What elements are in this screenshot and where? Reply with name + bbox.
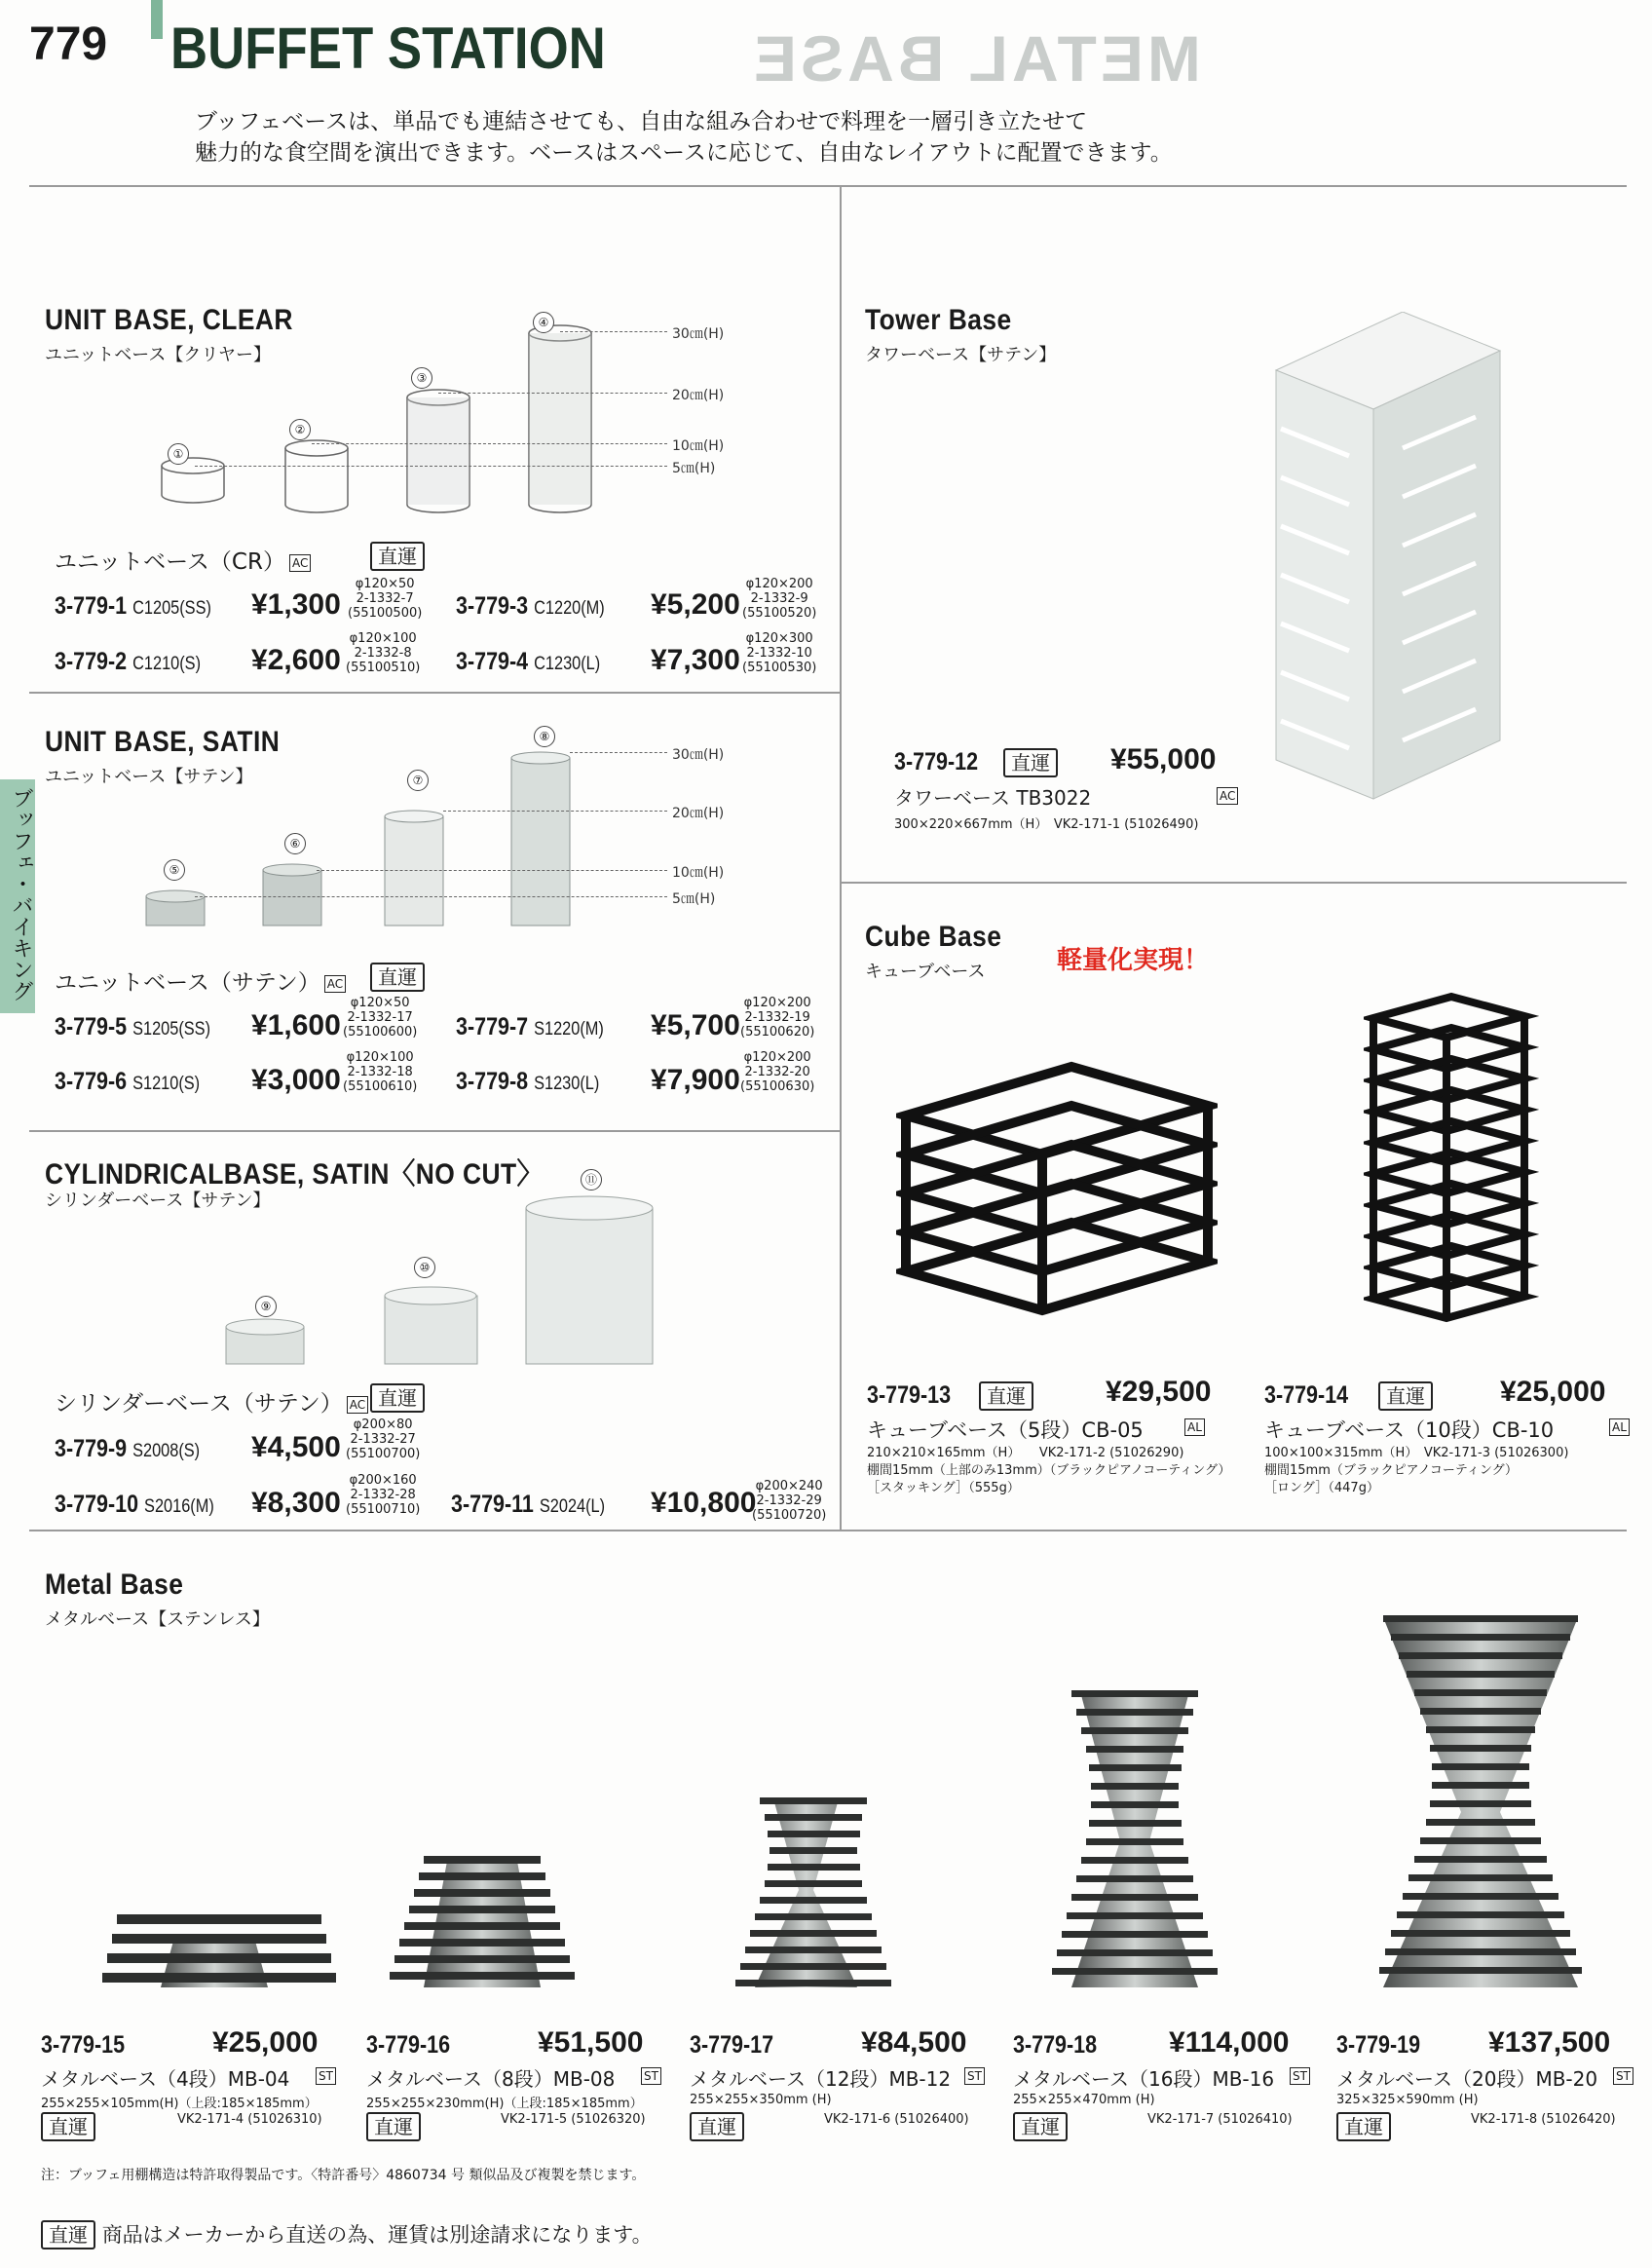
- material-badge-ac: AC: [289, 554, 311, 572]
- height-label-30: 30㎝(H): [672, 747, 725, 763]
- material-badge-st: ST: [641, 2067, 661, 2085]
- cylinder-subtitle: シリンダーベース【サテン】: [45, 1191, 271, 1211]
- metal-name: メタルベース（20段）MB-20: [1336, 2067, 1598, 2091]
- metal-vk: VK2-171-6 (51026400): [824, 2112, 969, 2127]
- direct-ship-badge: 直運: [1003, 748, 1058, 777]
- marker-11: ⑪: [581, 1169, 602, 1191]
- unit-satin-title: UNIT BASE, SATIN: [45, 726, 281, 758]
- unit-satin-illustration: [136, 740, 623, 935]
- marker-4: ④: [533, 312, 554, 333]
- unit-clear-subtitle: ユニットベース【クリヤー】: [45, 345, 272, 365]
- item-code: 3-779-3 C1220(M): [456, 592, 605, 620]
- item-spec: φ200×80 2-1332-27 (55100700): [346, 1418, 421, 1461]
- cube-5-spec: ［スタッキング］（555g）: [867, 1481, 1020, 1495]
- marker-7: ⑦: [407, 770, 429, 791]
- metal-vk: VK2-171-4 (51026310): [177, 2112, 322, 2127]
- direct-ship-badge: 直運: [370, 963, 425, 992]
- item-price: ¥5,700: [651, 1009, 740, 1041]
- material-badge-st: ST: [964, 2067, 985, 2085]
- cube-10-price: ¥25,000: [1500, 1376, 1606, 1408]
- item-spec: φ200×160 2-1332-28 (55100710): [346, 1473, 421, 1517]
- unit-satin-product-name: [55, 964, 346, 997]
- cylinder-title: CYLINDRICALBASE, SATIN〈NO CUT〉: [45, 1158, 544, 1191]
- height-guide-10: [317, 870, 667, 871]
- metal-title: Metal Base: [45, 1569, 184, 1601]
- cube-10-spec: 100×100×315mm（H） VK2-171-3 (51026300): [1264, 1446, 1569, 1460]
- direct-ship-badge: 直運: [366, 2112, 421, 2141]
- direct-ship-badge: 直運: [1013, 2112, 1068, 2141]
- item-code: 3-779-7 S1220(M): [456, 1013, 604, 1040]
- direct-ship-badge: 直運: [979, 1381, 1033, 1411]
- metal-vk: VK2-171-7 (51026410): [1147, 2112, 1293, 2127]
- height-guide-5: [195, 896, 667, 897]
- item-code: 3-779-9 S2008(S): [55, 1435, 201, 1462]
- item-code: 3-779-2 C1210(S): [55, 648, 202, 675]
- metal-price: ¥25,000: [212, 2026, 319, 2059]
- item-code: 3-779-6 S1210(S): [55, 1068, 201, 1095]
- material-badge-al: AL: [1184, 1418, 1205, 1436]
- metal-price: ¥84,500: [861, 2026, 967, 2059]
- material-badge-st: ST: [1290, 2067, 1310, 2085]
- page-title: BUFFET STATION: [170, 16, 606, 81]
- item-price: ¥1,600: [251, 1009, 341, 1041]
- intro-line-2: 魅力的な食空間を演出できます。ベースはスペースに応じて、自由なレイアウトに配置できます。: [195, 140, 1173, 166]
- marker-5: ⑤: [164, 859, 185, 881]
- direct-ship-badge: 直運: [1336, 2112, 1391, 2141]
- footer-direct-text: 商品はメーカーから直送の為、運賃は別途請求になります。: [101, 2223, 653, 2247]
- item-code: 3-779-1 C1205(SS): [55, 592, 211, 620]
- header-accent-bar: [151, 0, 163, 39]
- tower-spec: 300×220×667mm（H） VK2-171-1 (51026490): [894, 817, 1199, 832]
- item-price: ¥2,600: [251, 644, 341, 676]
- metal-price: ¥137,500: [1488, 2026, 1611, 2059]
- item-price: ¥4,500: [251, 1431, 341, 1463]
- tower-code: 3-779-12: [894, 748, 979, 775]
- item-price: ¥7,900: [651, 1064, 740, 1096]
- cube-highlight: 軽量化実現！: [1057, 946, 1210, 975]
- marker-9: ⑨: [255, 1296, 277, 1317]
- intro-line-1: ブッフェベースは、単品でも連結させても、自由な組み合わせで料理を一層引き立たせて: [195, 109, 1088, 134]
- tower-price: ¥55,000: [1110, 743, 1217, 775]
- cube-10-name: キューブベース（10段）CB-10: [1264, 1418, 1555, 1442]
- side-tab: [0, 779, 35, 1013]
- item-spec: φ120×50 2-1332-7 (55100500): [348, 577, 423, 621]
- height-label-5: 5㎝(H): [672, 461, 716, 476]
- divider-top: [29, 185, 1627, 187]
- metal-subtitle: メタルベース【ステンレス】: [45, 1609, 270, 1630]
- height-label-10: 10㎝(H): [672, 438, 725, 454]
- item-price: ¥1,300: [251, 588, 341, 621]
- height-label-10: 10㎝(H): [672, 865, 725, 881]
- item-price: ¥7,300: [651, 644, 740, 676]
- tower-title: Tower Base: [865, 304, 1012, 336]
- metal-name: メタルベース（16段）MB-16: [1013, 2067, 1275, 2091]
- page-number: 779: [29, 19, 108, 70]
- direct-ship-badge: 直運: [41, 2112, 95, 2141]
- direct-ship-badge: 直運: [41, 2220, 95, 2249]
- tower-illustration: [1257, 312, 1549, 818]
- item-spec: φ120×100 2-1332-18 (55100610): [343, 1050, 418, 1094]
- height-guide-20: [438, 393, 667, 394]
- item-spec: φ120×200 2-1332-19 (55100620): [740, 996, 815, 1040]
- metal-name: メタルベース（4段）MB-04: [41, 2067, 290, 2091]
- cylinder-product-name: [55, 1385, 368, 1418]
- cube-title: Cube Base: [865, 921, 1002, 953]
- metal-name: メタルベース（8段）MB-08: [366, 2067, 616, 2091]
- divider-vertical: [840, 185, 842, 1530]
- height-guide-10: [312, 443, 667, 444]
- height-label-20: 20㎝(H): [672, 388, 725, 403]
- metal-code: 3-779-18: [1013, 2031, 1098, 2059]
- metal-spec: 255×255×230mm(H)（上段:185×185mm）: [366, 2097, 643, 2111]
- metal-spec: 255×255×470mm (H): [1013, 2093, 1155, 2107]
- metal-code: 3-779-16: [366, 2031, 451, 2059]
- item-spec: φ120×300 2-1332-10 (55100530): [742, 631, 817, 675]
- cube-5-code: 3-779-13: [867, 1381, 952, 1409]
- item-code: 3-779-8 S1230(L): [456, 1068, 600, 1095]
- cube-5-spec: 210×210×165mm（H） VK2-171-2 (51026290): [867, 1446, 1184, 1460]
- metal-spec: 255×255×105mm(H)（上段:185×185mm）: [41, 2097, 318, 2111]
- item-code: 3-779-10 S2016(M): [55, 1491, 214, 1518]
- metal-name: メタルベース（12段）MB-12: [690, 2067, 952, 2091]
- direct-ship-badge: 直運: [370, 1383, 425, 1413]
- metal-code: 3-779-19: [1336, 2031, 1421, 2059]
- height-guide-30: [570, 752, 667, 753]
- item-spec: φ120×200 2-1332-20 (55100630): [740, 1050, 815, 1094]
- metal-vk: VK2-171-8 (51026420): [1471, 2112, 1616, 2127]
- marker-1: ①: [168, 443, 189, 465]
- item-spec: φ120×50 2-1332-17 (55100600): [343, 996, 418, 1040]
- item-price: ¥8,300: [251, 1487, 341, 1519]
- unit-satin-subtitle: ユニットベース【サテン】: [45, 767, 253, 787]
- item-price: ¥10,800: [651, 1487, 757, 1519]
- marker-2: ②: [289, 419, 311, 440]
- material-badge-al: AL: [1609, 1418, 1630, 1436]
- height-label-20: 20㎝(H): [672, 806, 725, 821]
- marker-10: ⑩: [414, 1257, 435, 1278]
- metal-spec: 255×255×350mm (H): [690, 2093, 832, 2107]
- cube-10-spec: 棚間15mm（ブラックピアノコーティング）: [1264, 1463, 1519, 1478]
- cube-5-spec: 棚間15mm（上部のみ13mm）（ブラックピアノコーティング）: [867, 1463, 1231, 1478]
- material-badge-ac: AC: [347, 1396, 368, 1414]
- height-guide-20: [443, 811, 667, 812]
- tower-name: [894, 782, 1091, 811]
- item-code: 3-779-5 S1205(SS): [55, 1013, 211, 1040]
- side-tab-label: ブッフェ・バイキング: [9, 787, 33, 1002]
- cube-5-price: ¥29,500: [1106, 1376, 1212, 1408]
- unit-satin-product-label: ユニットベース（サテン）: [55, 970, 320, 996]
- cube-subtitle: キューブベース: [865, 962, 986, 982]
- metal-price: ¥114,000: [1169, 2026, 1290, 2059]
- cylinder-product-label: シリンダーベース（サテン）: [55, 1391, 343, 1417]
- divider-metal: [29, 1530, 1627, 1531]
- cube-5-name: キューブベース（5段）CB-05: [867, 1418, 1144, 1442]
- cube-10-code: 3-779-14: [1264, 1381, 1349, 1409]
- material-badge-ac: AC: [324, 975, 346, 993]
- divider-clear: [29, 692, 840, 694]
- cylinder-illustration: [214, 1189, 662, 1374]
- item-spec: φ120×100 2-1332-8 (55100510): [346, 631, 421, 675]
- metal-base-illustrations: [58, 1598, 1627, 2026]
- item-spec: φ120×200 2-1332-9 (55100520): [742, 577, 817, 621]
- tower-subtitle: タワーベース【サテン】: [865, 345, 1057, 365]
- cube-10-spec: ［ロング］（447g）: [1264, 1481, 1379, 1495]
- metal-code: 3-779-15: [41, 2031, 126, 2059]
- cube-10-illustration: [1364, 989, 1539, 1359]
- item-price: ¥3,000: [251, 1064, 341, 1096]
- item-spec: φ200×240 2-1332-29 (55100720): [752, 1479, 827, 1523]
- metal-spec: 325×325×590mm (H): [1336, 2093, 1479, 2107]
- metal-price: ¥51,500: [538, 2026, 644, 2059]
- tower-name-label: タワーベース TB3022: [894, 786, 1092, 810]
- marker-6: ⑥: [284, 833, 306, 854]
- marker-3: ③: [411, 367, 432, 389]
- height-label-30: 30㎝(H): [672, 326, 725, 342]
- material-badge-st: ST: [1613, 2067, 1633, 2085]
- direct-ship-badge: 直運: [1378, 1381, 1433, 1411]
- cube-5-illustration: [896, 1057, 1218, 1340]
- marker-8: ⑧: [534, 726, 555, 747]
- patent-note: 注：ブッフェ用棚構造は特許取得製品です。〈特許番号〉4860734 号 類似品及び複製を禁じます。: [41, 2168, 646, 2183]
- item-code: 3-779-4 C1230(L): [456, 648, 601, 675]
- height-guide-30: [560, 331, 667, 332]
- ghost-title: METAL BASE: [750, 22, 1201, 94]
- unit-clear-product-name: [55, 544, 311, 576]
- divider-tower: [840, 882, 1627, 884]
- footer-direct-note: [41, 2219, 653, 2249]
- item-code: 3-779-11 S2024(L): [451, 1491, 606, 1518]
- height-label-5: 5㎝(H): [672, 891, 716, 907]
- height-guide-5: [195, 466, 667, 467]
- direct-ship-badge: 直運: [370, 542, 425, 571]
- unit-clear-title: UNIT BASE, CLEAR: [45, 304, 293, 336]
- material-badge-st: ST: [316, 2067, 336, 2085]
- direct-ship-badge: 直運: [690, 2112, 744, 2141]
- item-price: ¥5,200: [651, 588, 740, 621]
- unit-clear-product-label: ユニットベース（CR）: [55, 549, 285, 575]
- material-badge-ac: AC: [1217, 787, 1238, 805]
- divider-satin: [29, 1130, 840, 1132]
- metal-code: 3-779-17: [690, 2031, 774, 2059]
- metal-vk: VK2-171-5 (51026320): [501, 2112, 646, 2127]
